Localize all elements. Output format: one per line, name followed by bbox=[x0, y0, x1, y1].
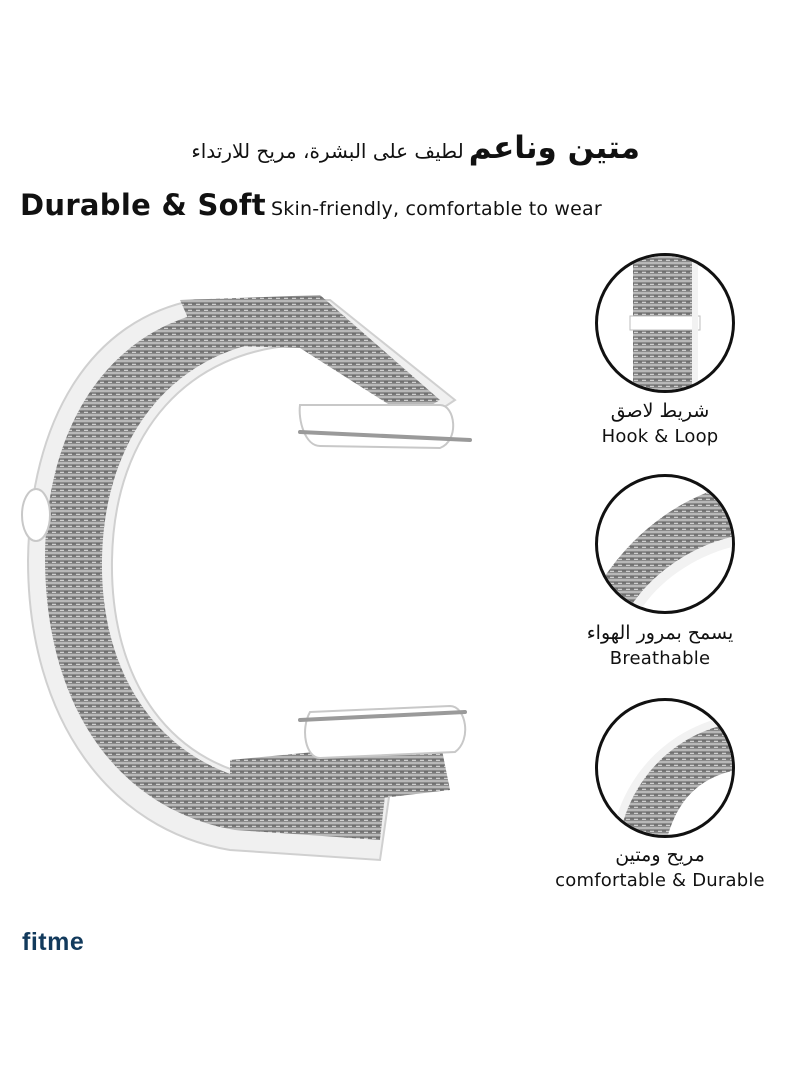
feature-breathable bbox=[520, 620, 800, 672]
detail-circle-breathable bbox=[595, 474, 735, 614]
breathable-detail-icon bbox=[598, 477, 732, 611]
feature-comfortable bbox=[520, 842, 800, 894]
detail-circle-hook-loop bbox=[595, 253, 735, 393]
feature-comfortable-en: comfortable & Durable bbox=[555, 870, 765, 891]
detail-circle-comfortable bbox=[595, 698, 735, 838]
feature-hook-loop-en: Hook & Loop bbox=[601, 426, 719, 447]
brand-logo: fitme bbox=[22, 928, 85, 956]
subtitle-english: Skin-friendly, comfortable to wear bbox=[271, 198, 602, 220]
feature-breathable-en: Breathable bbox=[609, 648, 711, 669]
feature-comfortable-ar: مريح ومتين bbox=[615, 844, 705, 866]
title-arabic: متين وناعم bbox=[468, 130, 640, 166]
hook-loop-detail-icon bbox=[598, 256, 732, 390]
feature-breathable-ar: يسمح بمرور الهواء bbox=[586, 622, 734, 644]
comfortable-detail-icon bbox=[598, 701, 732, 835]
feature-hook-loop-ar: شريط لاصق bbox=[610, 400, 710, 422]
feature-hook-loop bbox=[520, 398, 800, 450]
title-english: Durable & Soft bbox=[20, 188, 266, 222]
subtitle-arabic: لطيف على البشرة، مريح للارتداء bbox=[191, 139, 464, 163]
